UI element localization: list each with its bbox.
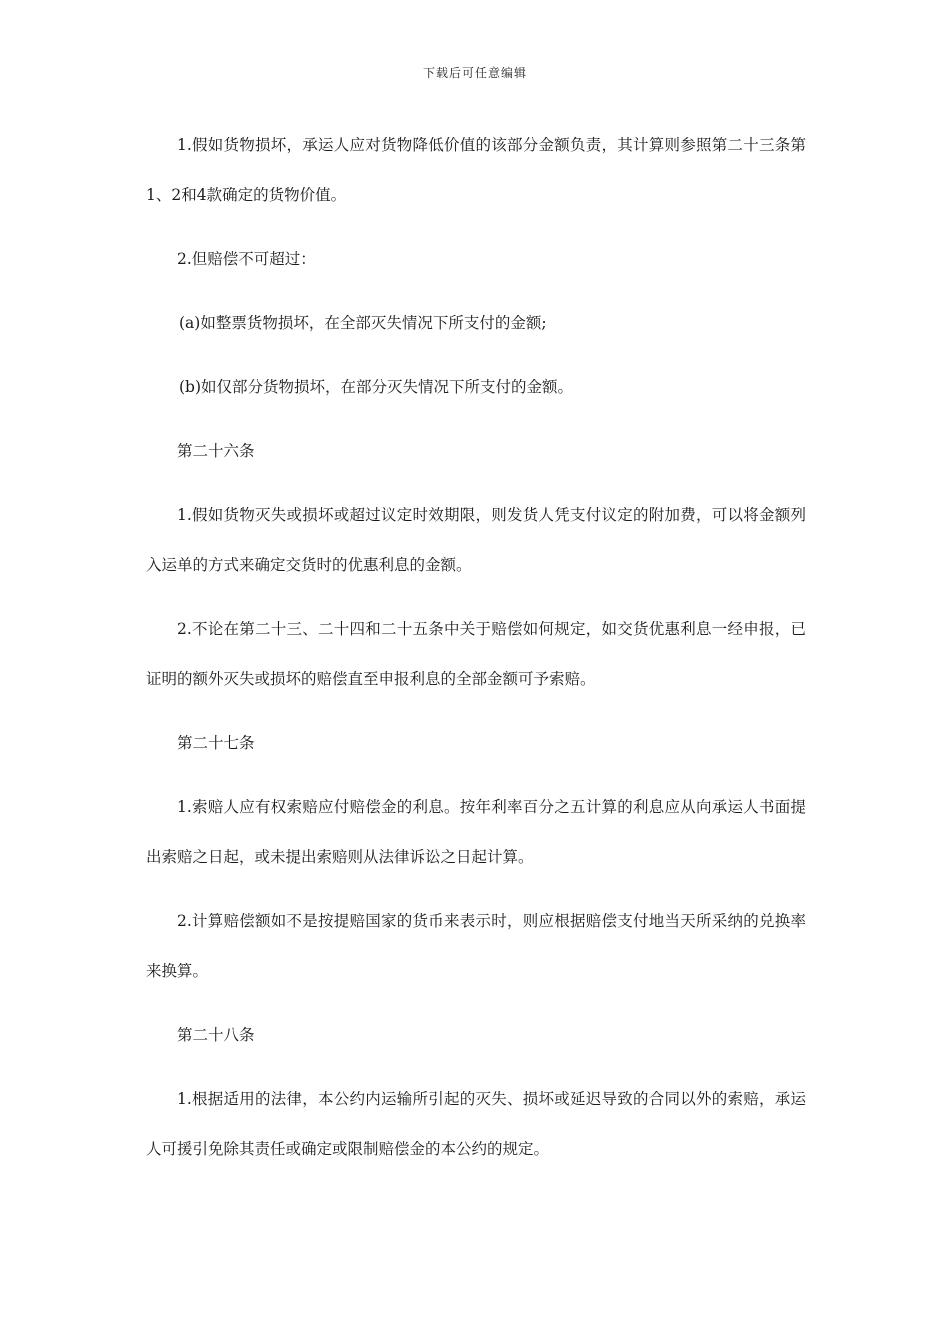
header-note: 下载后可任意编辑: [422, 66, 527, 80]
paragraph-art25-2a: (a)如整票货物损坏，在全部灭失情况下所支付的金额;: [179, 314, 547, 332]
article-heading-26: 第二十六条: [177, 442, 255, 460]
article-heading-28: 第二十八条: [177, 1026, 255, 1044]
paragraph-art25-1: 1.假如货物损坏，承运人应对货物降低价值的该部分金额负责，其计算则参照第二十三条第1、2和4款确定的货物价值。: [146, 136, 806, 204]
paragraph-art28-1: 1.根据适用的法律，本公约内运输所引起的灭失、损坏或延迟导致的合同以外的索赔，承运人可援引免除其责任或确定或限制赔偿金的本公约的规定。: [146, 1090, 806, 1158]
document-body: [146, 120, 806, 1188]
paragraph-art25-2: 2.但赔偿不可超过：: [177, 250, 316, 268]
paragraph-art26-2: 2.不论在第二十三、二十四和二十五条中关于赔偿如何规定，如交货优惠利息一经申报，已证明的额外灭失或损坏的赔偿直至申报利息的全部金额可予索赔。: [146, 620, 806, 688]
paragraph-art27-1: 1.索赔人应有权索赔应付赔偿金的利息。按年利率百分之五计算的利息应从向承运人书面提出索赔之日起，或未提出索赔则从法律诉讼之日起计算。: [146, 798, 806, 866]
article-heading-27: 第二十七条: [177, 734, 255, 752]
paragraph-art25-2b: (b)如仅部分货物损坏，在部分灭失情况下所支付的金额。: [179, 378, 574, 396]
paragraph-art27-2: 2.计算赔偿额如不是按提赔国家的货币来表示时，则应根据赔偿支付地当天所采纳的兑换率来换算。: [146, 912, 806, 980]
paragraph-art26-1: 1.假如货物灭失或损坏或超过议定时效期限，则发货人凭支付议定的附加费，可以将金额列入运单的方式来确定交货时的优惠利息的金额。: [146, 506, 806, 574]
